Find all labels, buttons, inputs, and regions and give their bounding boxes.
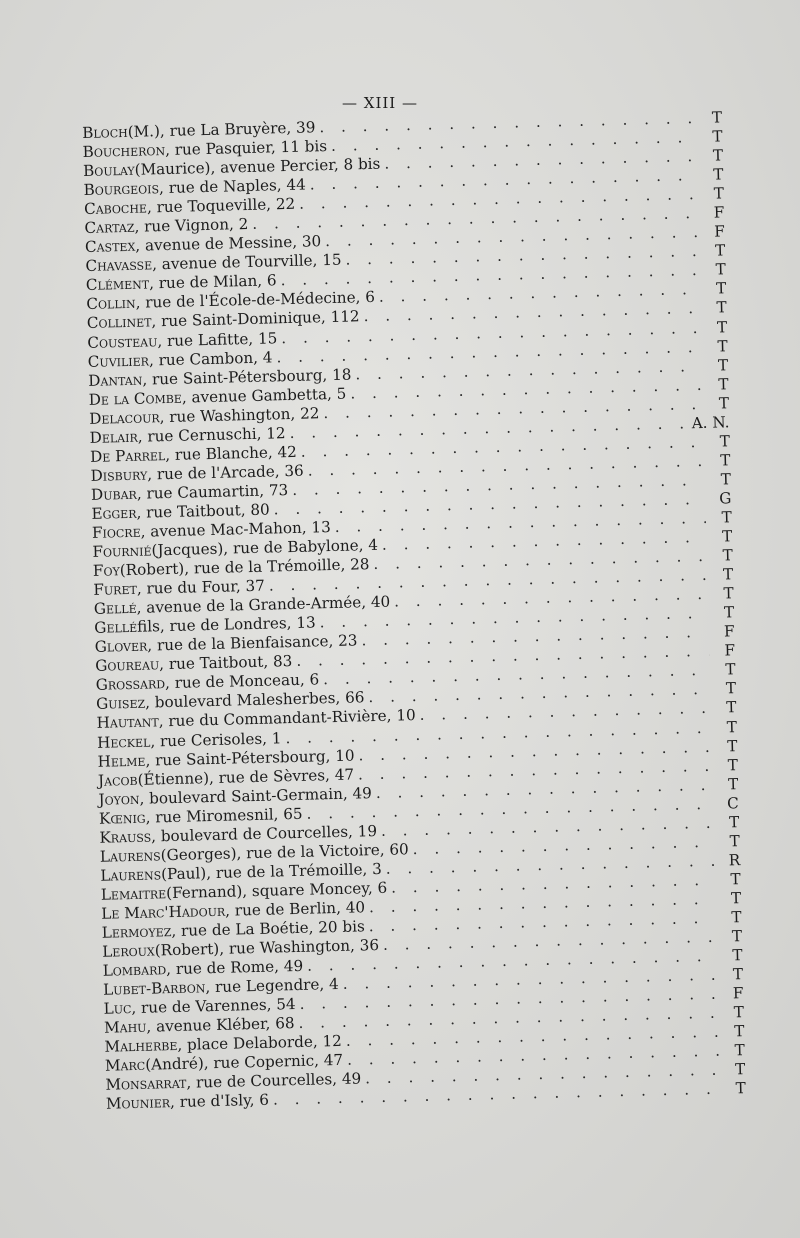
entry-address: , rue de Monceau, 6: [164, 670, 320, 693]
entry-name: Foy: [92, 561, 120, 580]
entry-name: Lermoyez: [101, 922, 172, 942]
entry-name: Furet: [93, 579, 138, 599]
entry-address: , rue d'Isly, 6: [169, 1091, 270, 1112]
entry-address: , rue Cambon, 4: [148, 347, 273, 369]
entry-address: , rue de Naples, 44: [158, 175, 306, 198]
entry-code: T: [725, 679, 737, 698]
entry-code: T: [720, 451, 731, 470]
entry-code: T: [719, 432, 731, 451]
entry-name: Luc: [103, 999, 132, 1018]
entry-code: G: [718, 489, 732, 508]
entry-address: , rue Blanche, 42: [164, 442, 298, 464]
entry-address: , rue du Commandant-Rivière, 10: [158, 706, 416, 731]
entry-name: Glover: [94, 636, 148, 657]
entry-address: , rue Vignon, 2: [134, 215, 249, 236]
entry-code: F: [732, 984, 744, 1003]
entry-name: Jacob: [97, 770, 138, 790]
entry-address: , rue Saint-Pétersbourg, 18: [142, 365, 352, 389]
entry-name: Monsarrat: [105, 1074, 187, 1095]
entry-name: Bourgeois: [83, 179, 160, 200]
entry-address: , place Delaborde, 12: [177, 1032, 343, 1055]
entry-code: F: [724, 641, 736, 660]
entry-address: , rue Pasquier, 11 bis: [164, 137, 328, 160]
entry-code: F: [713, 203, 725, 222]
entry-code: T: [712, 146, 724, 165]
entry-name: Caboche: [83, 198, 148, 219]
entry-address: , avenue Kléber, 68: [146, 1014, 295, 1036]
entry-code: C: [726, 793, 740, 813]
entry-address: , rue Cernuschi, 12: [137, 423, 286, 446]
entry-name: Mounier: [105, 1093, 171, 1114]
entry-code: T: [718, 374, 729, 394]
entry-name: Castex: [84, 237, 136, 257]
entry-name: Chavasse: [85, 255, 153, 276]
entry-name: Boucheron: [82, 141, 166, 162]
entry-name: Mahu: [103, 1017, 147, 1037]
entry-code: A. N.: [691, 413, 730, 432]
entry-code: T: [728, 812, 740, 832]
entry-name: Guisez: [95, 694, 146, 714]
entry-code: T: [713, 184, 725, 203]
entry-name: Fournié: [92, 541, 152, 561]
entry-address: (André), rue Copernic, 47: [144, 1051, 344, 1075]
entry-code: T: [726, 717, 738, 736]
entry-address: , rue de Courcelles, 49: [186, 1069, 362, 1093]
entry-code: T: [715, 279, 727, 298]
entry-code: T: [723, 603, 735, 622]
entry-code: T: [731, 927, 743, 946]
entry-code: T: [734, 1022, 745, 1041]
entry-code: T: [721, 508, 733, 527]
entry-name: Laurens: [100, 865, 162, 885]
entry-name: Egger: [91, 503, 137, 523]
entry-name: Marc: [104, 1056, 146, 1076]
entry-address: , rue Lafitte, 15: [157, 328, 278, 350]
entry-code: T: [732, 946, 743, 965]
entry-code: T: [723, 584, 734, 603]
entry-address: , rue de l'École-de-Médecine, 6: [135, 288, 376, 313]
entry-code: T: [718, 393, 730, 413]
entry-address: , rue Caumartin, 73: [136, 480, 289, 503]
entry-address: (M.), rue La Bruyère, 39: [127, 118, 316, 141]
entry-address: (Robert), rue Washington, 36: [154, 936, 380, 960]
entry-name: Clément: [85, 274, 150, 295]
entry-address: , avenue de Tourville, 15: [151, 251, 342, 274]
entry-name: Laurens: [99, 846, 161, 866]
entry-address: , rue de Milan, 6: [148, 271, 277, 293]
entry-address: , boulevard de Courcelles, 19: [150, 821, 378, 846]
entry-address: , rue Toqueville, 22: [146, 195, 296, 217]
entry-code: T: [731, 908, 742, 927]
entry-name: Gellé: [93, 598, 137, 619]
entry-name: Leroux: [102, 941, 155, 961]
entry-address: , rue du Four, 37: [136, 576, 266, 598]
entry-name: Dubar: [90, 484, 138, 504]
entry-code: T: [727, 755, 739, 775]
entry-name: Delacour: [88, 407, 160, 428]
entry-address: , rue Saint-Dominique, 112: [151, 307, 360, 331]
entry-address: , boulevard Malesherbes, 66: [144, 688, 365, 713]
entry-address: , rue Taitbout, 80: [136, 500, 270, 522]
entry-code: T: [717, 355, 729, 375]
entry-address: , rue Legendre, 4: [205, 975, 339, 997]
entry-name: Lombard: [102, 960, 167, 980]
entry-code: T: [726, 698, 737, 717]
entry-name: Lemaitre: [100, 884, 167, 904]
entry-address: (Robert), rue de la Trémoille, 28: [119, 555, 370, 580]
entry-name: Malherbe: [104, 1036, 178, 1056]
entry-address: , rue de Berlin, 40: [224, 898, 366, 920]
entry-address: (Georges), rue de la Victoire, 60: [160, 840, 409, 865]
entry-code: F: [723, 622, 735, 641]
entry-name: Grossard: [95, 674, 166, 695]
entry-name: Disbury: [90, 465, 148, 485]
entry-address: , rue Washington, 22: [159, 403, 320, 426]
entry-name: De la Combe: [88, 388, 183, 409]
entry-name: Dantan: [88, 370, 143, 390]
entry-code: F: [714, 222, 726, 241]
entry-code: R: [728, 850, 741, 870]
entry-address: (Jacques), rue de Babylone, 4: [151, 535, 379, 560]
entry-code: T: [716, 298, 727, 318]
entry-code: T: [713, 165, 724, 184]
entry-address: , avenue Mac-Mahon, 13: [140, 518, 331, 541]
entry-address: , avenue de la Grande-Armée, 40: [136, 592, 391, 617]
entry-name: Hautant: [96, 712, 159, 733]
entry-code: T: [716, 317, 728, 337]
entry-code: T: [729, 831, 740, 851]
entry-code: T: [727, 774, 739, 794]
entry-name: Cuvilier: [87, 351, 150, 371]
entry-name: Heckel: [96, 732, 151, 752]
entry-address: , rue de La Boétie, 20 bis: [171, 917, 365, 941]
entry-address: (Étienne), rue de Sèvres, 47: [137, 765, 355, 789]
entry-address: , rue de la Bienfaisance, 23: [147, 631, 358, 655]
entry-address: (Fernand), square Moncey, 6: [165, 878, 388, 903]
entry-name: Delair: [89, 427, 138, 447]
entry-code: T: [730, 889, 742, 908]
entry-address: , rue de Varennes, 54: [131, 995, 296, 1018]
entry-code: T: [715, 260, 726, 279]
page-number: — XIII —: [342, 94, 418, 112]
entry-code: T: [717, 336, 728, 356]
entry-address: , rue Cerisoles, 1: [150, 728, 282, 751]
entry-name: Joyon: [98, 789, 140, 809]
entry-address: (Maurice), avenue Percier, 8 bis: [134, 154, 381, 179]
entry-code: T: [727, 736, 738, 755]
entry-code: T: [730, 870, 741, 889]
address-list: [82, 108, 746, 1114]
entry-code: T: [722, 546, 733, 565]
entry-address: , avenue Gambetta, 5: [181, 384, 347, 407]
entry-code: T: [735, 1079, 746, 1098]
entry-address: , rue Saint-Pétersbourg, 10: [145, 746, 355, 770]
entry-address: , rue de Rome, 49: [165, 956, 304, 979]
entry-address: (Paul), rue de la Trémoille, 3: [160, 859, 382, 884]
entry-name: Gellé: [94, 618, 138, 638]
entry-address: , avenue de Messine, 30: [135, 232, 322, 256]
entry-code: T: [725, 660, 736, 679]
entry-name: De Parrel: [89, 445, 166, 466]
entry-code: T: [714, 241, 726, 260]
entry-code: T: [712, 127, 723, 146]
entry-name: Cartaz: [84, 217, 135, 238]
entry-name: Goureau: [95, 655, 160, 676]
entry-address: , boulevard Saint-Germain, 49: [139, 783, 373, 808]
entry-name: Lubet-Barbon: [102, 978, 206, 999]
entry-address: , rue Taitbout, 83: [158, 652, 293, 674]
entry-code: T: [720, 470, 732, 489]
entry-code: T: [721, 527, 733, 546]
entry-code: T: [733, 1003, 745, 1022]
entry-name: Cousteau: [87, 331, 158, 352]
entry-name: Fiocre: [91, 522, 141, 542]
entry-name: Krauss: [99, 827, 152, 847]
entry-code: T: [732, 965, 744, 984]
entry-name: Le Marc'Hadour: [101, 901, 226, 923]
entry-name: Collinet: [86, 312, 152, 333]
entry-name: Kœnig: [98, 808, 146, 828]
entry-name: Collin: [86, 294, 136, 314]
entry-code: T: [734, 1041, 746, 1060]
entry-code: T: [734, 1060, 746, 1079]
entry-name: Boulay: [82, 160, 135, 181]
entry-name: Bloch: [82, 122, 128, 142]
entry-name: Helme: [97, 751, 146, 771]
entry-code: T: [722, 565, 734, 584]
entry-address: , rue de l'Arcade, 36: [146, 461, 304, 484]
entry-address: , rue Miromesnil, 65: [145, 804, 303, 827]
entry-address: fils, rue de Londres, 13: [136, 613, 316, 637]
entry-code: T: [711, 108, 723, 127]
